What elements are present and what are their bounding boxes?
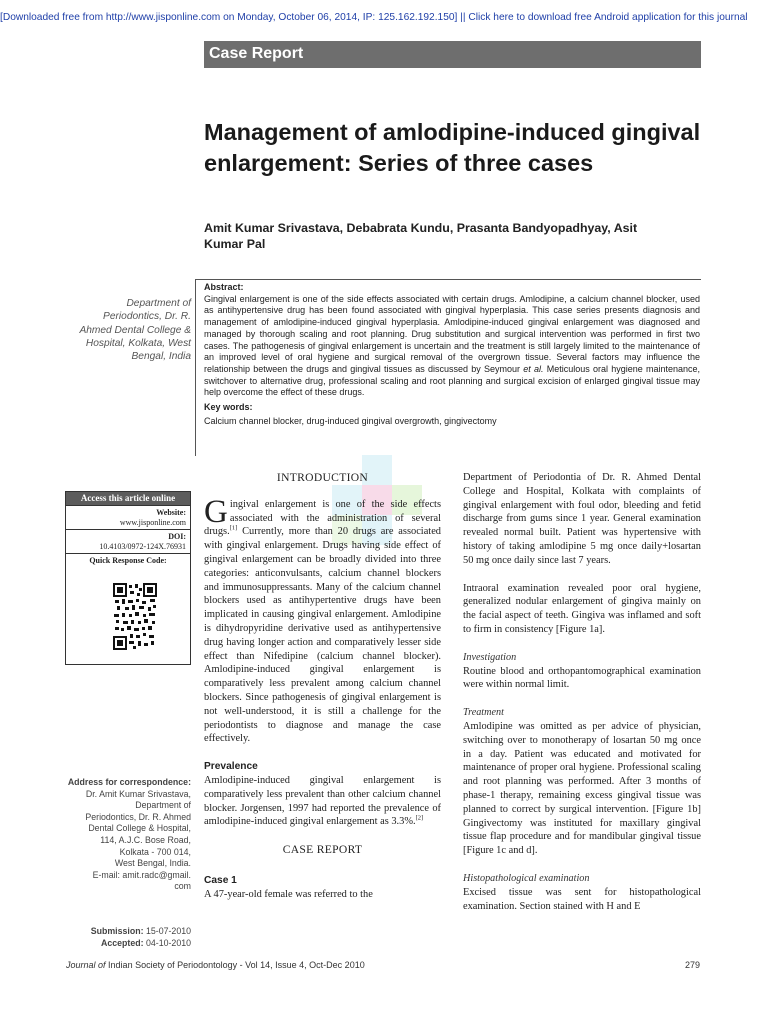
correspondence-line: Periodontics, Dr. R. Ahmed bbox=[85, 811, 191, 822]
doi-label: DOI: bbox=[168, 532, 186, 542]
abstract-heading: Abstract: bbox=[204, 282, 244, 292]
correspondence-line: Dr. Amit Kumar Srivastava, bbox=[85, 788, 191, 799]
page-number: 279 bbox=[684, 960, 700, 970]
citation-ref[interactable]: [2] bbox=[415, 814, 424, 822]
introduction-paragraph bbox=[204, 493, 441, 746]
banner-separator: || bbox=[460, 12, 466, 23]
case1-paragraph-cont: Department of Periodontia of Dr. R. Ahmed Dental College and Hospital, Kolkata with complaints of gingival enlargement with foul odor, bleeding and fetid discharge from gums since 1 year. General examination revealed normal built. Patient was hypertensive with history of taking amlodipine 5 mg once daily+losartan 50 mg once daily since last 7 years. bbox=[463, 472, 701, 566]
author-list: Amit Kumar Srivastava, Debabrata Kundu, Prasanta Bandyopadhyay, Asit Kumar Pal bbox=[204, 221, 638, 251]
prevalence-heading: Prevalence bbox=[204, 761, 258, 773]
correspondence-line: Dental College & Hospital, bbox=[88, 823, 191, 834]
accepted-value: 04-10-2010 bbox=[146, 937, 191, 948]
correspondence-heading: Address for correspondence: bbox=[67, 777, 191, 787]
download-notice: [Downloaded free from http://www.jisponline.com on Monday, October 06, 2014, IP: 125.162.192.150] bbox=[0, 12, 458, 23]
correspondence-line: Kolkata - 700 014, bbox=[119, 846, 191, 857]
qr-code-icon[interactable] bbox=[113, 583, 157, 650]
correspondence-email-end[interactable]: com bbox=[174, 881, 191, 892]
keywords: Calcium channel blocker, drug-induced gingival overgrowth, gingivectomy bbox=[204, 415, 497, 426]
investigation-paragraph: Routine blood and orthopantomographical examination were within normal limit. bbox=[463, 665, 701, 691]
android-app-link[interactable]: Click here to download free Android application for this journal bbox=[468, 12, 748, 23]
abstract-top-rule bbox=[195, 279, 701, 280]
journal-name: Indian Society of Periodontology bbox=[108, 960, 238, 970]
treatment-heading: Treatment bbox=[463, 707, 504, 719]
case1-heading: Case 1 bbox=[204, 874, 237, 886]
access-box-title: Access this article online bbox=[66, 492, 190, 505]
correspondence-block bbox=[60, 777, 191, 893]
website-row bbox=[66, 505, 190, 529]
article-title: Management of amlodipine-induced gingival enlargement: Series of three cases bbox=[204, 119, 701, 176]
dropcap: G bbox=[204, 493, 228, 530]
section-header-bar bbox=[204, 41, 701, 68]
body-column-right bbox=[463, 471, 701, 913]
body-column-left bbox=[204, 471, 441, 902]
doi-value: 10.4103/0972-124X.76931 bbox=[99, 541, 186, 551]
intro-text-b: Currently, more than 20 drugs are associated with gingival enlargement. Drugs having side effect of gingival enlargement can be broadly divided into three categories: anticonvulsants, calcium channel blockers and immunosuppressants. Many of the calcium channel blockers used as antihypertentive drugs have been implicated in causing gingival enlargement. Amlodipine is dihydropyridine derivative used as antihypertensive drug having longer action and comparatively lesser side effect than Nifedipine (calcium channel blocker). Amlodipine-induced gingival enlargement is comparatively less prevalent among calcium channel blockers. Since pathogenesis of gingival enlargement is not well-understood, it is still a challenge for the periodontists to diagnose and manage the case effectively. bbox=[204, 526, 441, 745]
download-banner bbox=[0, 12, 768, 26]
keywords-heading: Key words: bbox=[204, 402, 253, 413]
accepted-label: Accepted: bbox=[101, 937, 144, 948]
dates-block bbox=[60, 926, 191, 950]
doi-row bbox=[66, 529, 190, 553]
citation-ref[interactable]: [1] bbox=[229, 524, 238, 532]
journal-word: Journal of bbox=[66, 960, 106, 970]
journal-citation bbox=[66, 960, 365, 970]
section-label: Case Report bbox=[209, 45, 304, 62]
abstract-text-a: Gingival enlargement is one of the side effects associated with certain drugs. Amlodipine, a calcium channel blocker, used as antihypertensive drug has been found associated with gingival hyperplasia. This case series presents diagnosis and management of amlodipine-induced gingival hyperplasia. Amlodipine-induced gingival enlargement was diagnosed and managed by thorough scaling and root planning. Drug substitution and surgical intervention was performed in first two cases. The pathogenesis of gingival enlargement is uncertain and the treatment is still largely limited to the maintenance of an improved level of oral hygiene and surgical removal of the overgrown tissue. Several factors may influence the relationship between the drugs and gingival tissues as discussed by Seymour bbox=[204, 293, 700, 374]
introduction-heading: INTRODUCTION bbox=[276, 471, 369, 484]
investigation-heading: Investigation bbox=[463, 651, 517, 663]
prevalence-paragraph bbox=[204, 774, 441, 829]
abstract-body bbox=[204, 294, 700, 399]
histopathology-paragraph: Excised tissue was sent for histopathological examination. Section stained with H and E bbox=[463, 886, 701, 912]
correspondence-line: Department of bbox=[135, 800, 191, 811]
case-report-heading: CASE REPORT bbox=[282, 843, 363, 857]
website-label: Website: bbox=[156, 508, 186, 517]
submission-date bbox=[60, 926, 191, 938]
treatment-paragraph: Amlodipine was omitted as per advice of physician, switching over to monotherapy of losartan 50 mg once in a day. Patient was educated and motivated for maintenance of proper oral hygiene. Professional scaling and root planning was performed. After 3 months of phase-1 therapy, remaining excess gingival tissue was planned to correct by surgical intervention. [Figure 1b] Gingivectomy was instituted for maxillary gingival tissue flap procedure and for mandibular gingival tissue [Figure 1c and d]. bbox=[463, 720, 701, 857]
prevalence-text: Amlodipine-induced gingival enlargement is comparatively less prevalent than other calcium channel blocker. Jorgensen, 1997 had reported the prevalence of amlodipine-induced gingival enlargement as 3.3%. bbox=[204, 774, 441, 828]
submission-label: Submission: bbox=[90, 926, 144, 936]
correspondence-line: West Bengal, India. bbox=[114, 858, 191, 869]
abstract-text-b: Meticulous oral hygiene maintenance, switchover to alternative drug, professional scaling and root planning and surgical excision of enlarged gingival tissue may help overcome the effect of these drugs. bbox=[204, 363, 700, 398]
submission-value: 15-07-2010 bbox=[146, 926, 191, 936]
affiliation: Department of Periodontics, Dr. R. Ahmed Dental College & Hospital, Kolkata, West Bengal, India bbox=[79, 298, 191, 363]
intraoral-paragraph: Intraoral examination revealed poor oral hygiene, generalized nodular enlargement of gingiva mainly on the facial aspect of teeth. Gingiva was inflamed and soft to firm in consistency [Figure 1a]. bbox=[463, 582, 701, 635]
histopathology-heading: Histopathological examination bbox=[463, 872, 590, 884]
website-link[interactable]: www.jisponline.com bbox=[119, 517, 186, 527]
page-footer bbox=[66, 960, 700, 973]
correspondence-email[interactable]: E-mail: amit.radc@gmail. bbox=[92, 869, 191, 880]
journal-issue: - Vol 14, Issue 4, Oct-Dec 2010 bbox=[237, 960, 365, 970]
correspondence-line: 114, A.J.C. Bose Road, bbox=[100, 834, 191, 845]
abstract-italic: et al. bbox=[523, 363, 544, 374]
intro-text-a: ingival enlargement is one of the side effects associated with the administration of several drugs. bbox=[204, 498, 441, 538]
case1-paragraph: A 47-year-old female was referred to the bbox=[204, 888, 373, 900]
accepted-date bbox=[60, 938, 191, 950]
abstract-side-rule bbox=[195, 279, 196, 456]
access-article-box bbox=[65, 491, 191, 665]
abstract-block bbox=[204, 282, 700, 427]
qr-label: Quick Response Code: bbox=[89, 556, 167, 566]
